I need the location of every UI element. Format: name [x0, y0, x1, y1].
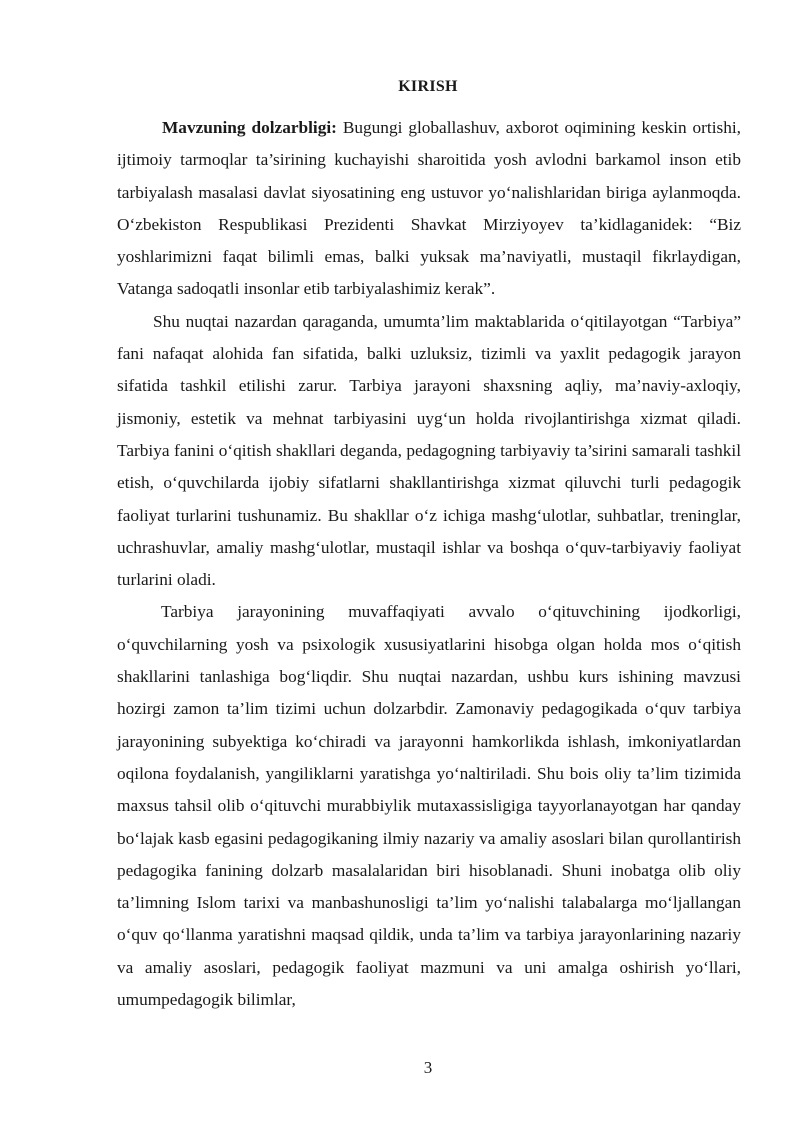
section-heading: KIRISH: [398, 78, 458, 95]
paragraph-relevance: [117, 112, 741, 306]
paragraph-teaching-forms: Tarbiya jarayonining muvaffaqiyati avvalo o‘qituvchining ijodkorligi, o‘quvchilarning yosh va psixologik xususiyatlarini hisobga olgan holda mos o‘qitish shakllarini tanlashiga bog‘liqdir. Shu nuqtai nazardan, ushbu kurs ishining mavzusi hozirgi zamon ta’lim tizimi uchun dolzarbdir. Zamonaviy pedagogikada o‘quv tarbiya jarayonining subyektiga ko‘chiradi va jarayonni hamkorlikda ishlash, imkoniyatlardan oqilona foydalanish, yangiliklarni yaratishga yo‘naltiriladi. Shu bois oliy ta’lim tizimida maxsus tahsil olib o‘qituvchi murabbiylik mutaxassisligiga tayyorlanayotgan har qanday bo‘lajak kasb egasini pedagogikaning ilmiy nazariy va amaliy asoslari bilan qurollantirish pedagogika fanining dolzarb masalalaridan biri hisoblanadi. Shuni inobatga olib oliy ta’limning Islom tarixi va manbashunosligi ta’lim yo‘nalishi talabalarga mo‘ljallangan o‘quv qo‘llanma yaratishni maqsad qildik, unda ta’lim va tarbiya jarayonlarining nazariy va amaliy asoslari, pedagogik faoliyat mazmuni va uni amalga oshirish yo‘llari, umumpedagogik bilimlar,: [117, 602, 741, 1010]
paragraph-text: Bugungi globallashuv, axborot oqimining keskin ortishi, ijtimoiy tarmoqlar ta’sirining kuchayishi sharoitida yosh avlodni barkamol inson etib tarbiyalash masalasi davlat siyosatining eng ustuvor yo‘nalishlaridan biriga aylanmoqda. O‘zbekiston Respublikasi Prezidenti Shavkat Mirziyoyev ta’kidlaganidek: “Biz yoshlarimizni faqat bilimli emas, balki yuksak ma’naviyatli, mustaqil fikrlaydigan, Vatanga sadoqatli insonlar etib tarbiyalashimiz kerak”.: [117, 118, 741, 299]
paragraph-lead: Mavzuning dolzarbligi:: [162, 118, 337, 137]
page-number: 3: [423, 1058, 433, 1077]
paragraph-tarbiya-subject: Shu nuqtai nazardan qaraganda, umumta’lim maktablarida o‘qitilayotgan “Tarbiya” fani nafaqat alohida fan sifatida, balki uzluksiz, tizimli va yaxlit pedagogik jarayon sifatida tashkil etilishi zarur. Tarbiya jarayoni shaxsning aqliy, ma’naviy-axloqiy, jismoniy, estetik va mehnat tarbiyasini uyg‘un holda rivojlantirishga xizmat qiladi. Tarbiya fanini o‘qitish shakllari deganda, pedagogning tarbiyaviy ta’sirini samarali tashkil etish, o‘quvchilarda ijobiy sifatlarni shakllantirishga xizmat qiluvchi turli pedagogik faoliyat turlarini tushunamiz. Bu shakllar o‘z ichiga mashg‘ulotlar, suhbatlar, treninglar, uchrashuvlar, amaliy mashg‘ulotlar, mustaqil ishlar va boshqa o‘quv-tarbiyaviy faoliyat turlarini oladi.: [117, 311, 741, 590]
body-text: [117, 112, 741, 1016]
